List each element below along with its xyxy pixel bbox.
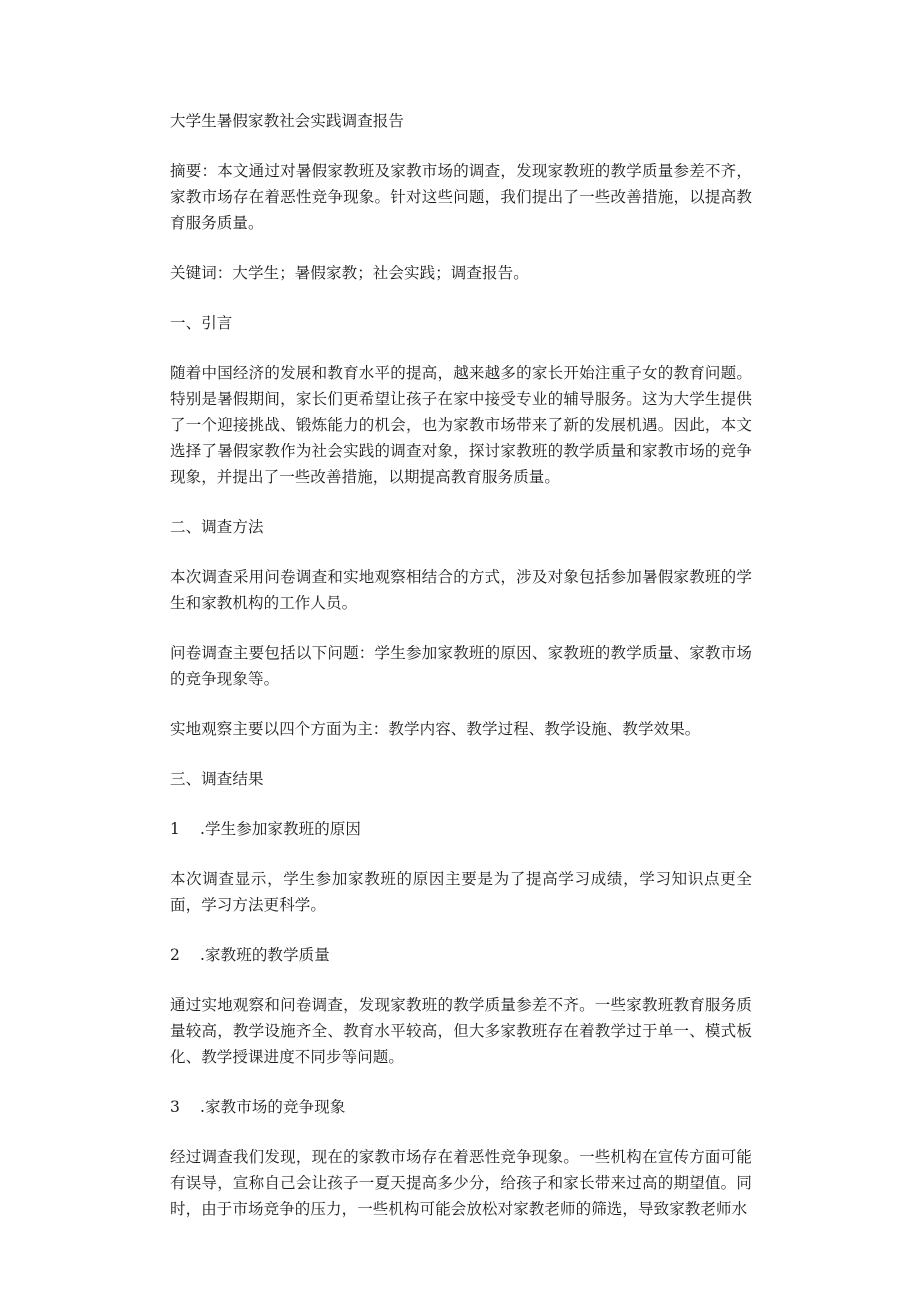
result-item-2-heading [170, 942, 752, 968]
methods-paragraph-3: 实地观察主要以四个方面为主：教学内容、教学过程、教学设施、教学效果。 [170, 720, 701, 738]
document-title: 大学生暑假家教社会实践调查报告 [170, 112, 405, 130]
section-heading-methods: 二、调查方法 [170, 518, 264, 536]
result-item-2-paragraph: 通过实地观察和问卷调查，发现家教班的教学质量参差不齐。一些家教班教育服务质量较高，教学设施齐全、教育水平较高，但大多家教班存在着教学过于单一、模式板化、教学授课进度不同步等问题。 [170, 996, 752, 1066]
methods-paragraph-1: 本次调查采用问卷调查和实地观察相结合的方式，涉及对象包括参加暑假家教班的学生和家教机构的工作人员。 [170, 568, 752, 612]
result-item-2-title: .家教班的教学质量 [200, 946, 330, 964]
result-item-1-paragraph: 本次调查显示，学生参加家教班的原因主要是为了提高学习成绩，学习知识点更全面，学习方法更科学。 [170, 870, 752, 914]
keywords-paragraph: 关键词：大学生；暑假家教；社会实践；调查报告。 [170, 264, 529, 282]
result-item-2-number: 2 [170, 946, 180, 964]
result-item-1-title: .学生参加家教班的原因 [200, 820, 362, 838]
document-page [170, 108, 752, 1222]
abstract-paragraph: 摘要：本文通过对暑假家教班及家教市场的调查，发现家教班的教学质量参差不齐，家教市场存在着恶性竞争现象。针对这些问题，我们提出了一些改善措施，以提高教育服务质量。 [170, 162, 752, 232]
result-item-1-number: 1 [170, 820, 180, 838]
result-item-3-heading [170, 1094, 752, 1120]
section-heading-results: 三、调查结果 [170, 770, 264, 788]
introduction-paragraph: 随着中国经济的发展和教育水平的提高，越来越多的家长开始注重子女的教育问题。特别是暑假期间，家长们更希望让孩子在家中接受专业的辅导服务。这为大学生提供了一个迎接挑战、锻炼能力的机会，也为家教市场带来了新的发展机遇。因此，本文选择了暑假家教作为社会实践的调查对象，探讨家教班的教学质量和家教市场的竞争现象，并提出了一些改善措施，以期提高教育服务质量。 [170, 364, 752, 486]
section-heading-introduction: 一、引言 [170, 314, 233, 332]
methods-paragraph-2: 问卷调查主要包括以下问题：学生参加家教班的原因、家教班的教学质量、家教市场的竞争现象等。 [170, 644, 752, 688]
result-item-1-heading [170, 816, 752, 842]
result-item-3-number: 3 [170, 1098, 180, 1116]
result-item-3-title: .家教市场的竞争现象 [200, 1098, 346, 1116]
result-item-3-paragraph: 经过调查我们发现，现在的家教市场存在着恶性竞争现象。一些机构在宣传方面可能有误导，宣称自己会让孩子一夏天提高多少分，给孩子和家长带来过高的期望值。同时，由于市场竞争的压力，一些机构可能会放松对家教老师的筛选，导致家教老师水 [170, 1148, 752, 1218]
